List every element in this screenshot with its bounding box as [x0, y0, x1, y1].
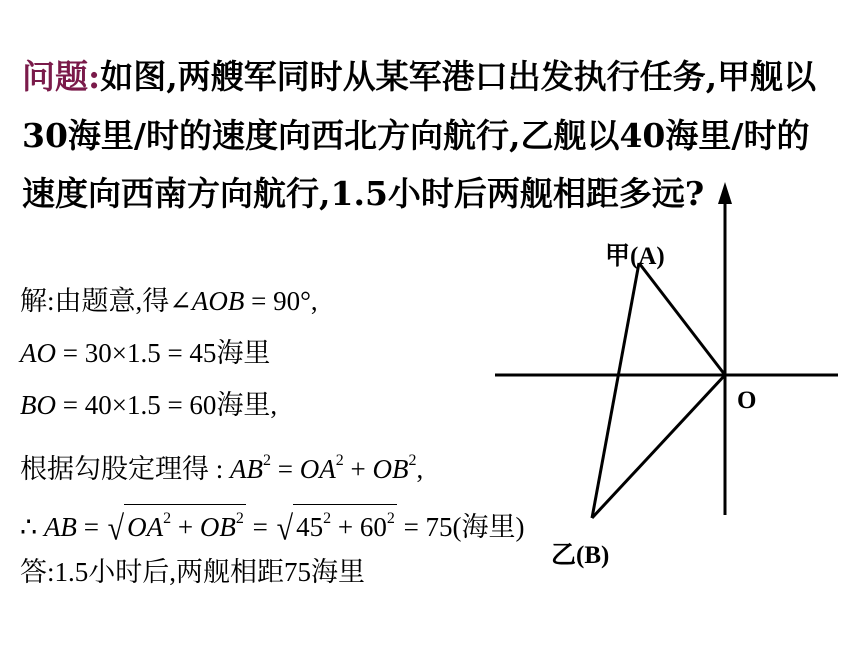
solution-3-expr: = 40×1.5 = 60	[56, 390, 217, 420]
solution-1-eq: = 90°,	[244, 286, 318, 316]
segment-ob	[592, 375, 725, 518]
solution-5-sq2: 2	[235, 510, 244, 527]
solution-2-unit: 海里	[216, 338, 271, 368]
solution-3-unit: 海里,	[216, 390, 278, 420]
problem-lead: 问题:	[22, 57, 101, 96]
solution-4-prefix: 根据勾股定理得 :	[20, 454, 231, 484]
solution-5-sq4: 2	[386, 510, 395, 527]
answer-text: 答:1.5小时后,两舰相距75海里	[20, 557, 366, 587]
label-b: 乙(B)	[551, 542, 610, 569]
solution-5-eq: =	[76, 512, 106, 542]
solution-5-eq2: =	[245, 512, 275, 542]
segment-ab	[592, 263, 639, 518]
solution-1-prefix: 解:由题意,得	[20, 286, 170, 316]
y-axis-arrow	[718, 182, 732, 204]
solution-4-ab: AB	[230, 454, 264, 484]
solution-4-ob: OB	[372, 454, 409, 484]
solution-1-angle: ∠AOB	[169, 286, 245, 316]
solution-5-result: = 75(海里)	[396, 512, 525, 542]
therefore-symbol: ∴	[20, 512, 44, 542]
solution-4-oa: OA	[299, 454, 336, 484]
solution-5-ab: AB	[43, 512, 77, 542]
solution-4-eq: =	[271, 454, 300, 484]
solution-4-sq3: 2	[408, 452, 417, 469]
solution-4-sq1: 2	[263, 452, 272, 469]
solution-5-n60: 60	[359, 512, 387, 542]
solution-5-plus: +	[171, 512, 200, 542]
solution-2-expr: = 30×1.5 = 45	[56, 338, 217, 368]
solution-2-lhs: AO	[20, 338, 56, 368]
segment-oa	[639, 263, 725, 375]
solution-5-ob: OB	[199, 512, 236, 542]
solution-5-oa: OA	[127, 512, 164, 542]
label-o: O	[737, 387, 757, 414]
radical-sign-1: √	[107, 509, 125, 548]
radical-sign-2: √	[276, 509, 294, 548]
problem-body: 如图,两艘军同时从某军港口出发执行任务,甲舰以30海里/时的速度向西北方向航行,乙舰以40海里/时的速度向西南方向航行,1.5小时后两舰相距多远?	[22, 57, 817, 213]
solution-5-n45: 45	[296, 512, 324, 542]
solution-5-sq3: 2	[323, 510, 332, 527]
label-a: 甲(A)	[605, 243, 665, 270]
solution-4-plus: +	[343, 454, 373, 484]
solution-4-sq2: 2	[335, 452, 344, 469]
solution-5-sq1: 2	[163, 510, 172, 527]
solution-3-lhs: BO	[20, 390, 56, 420]
solution-5-plus2: +	[331, 512, 360, 542]
solution-4-end: ,	[416, 454, 424, 484]
